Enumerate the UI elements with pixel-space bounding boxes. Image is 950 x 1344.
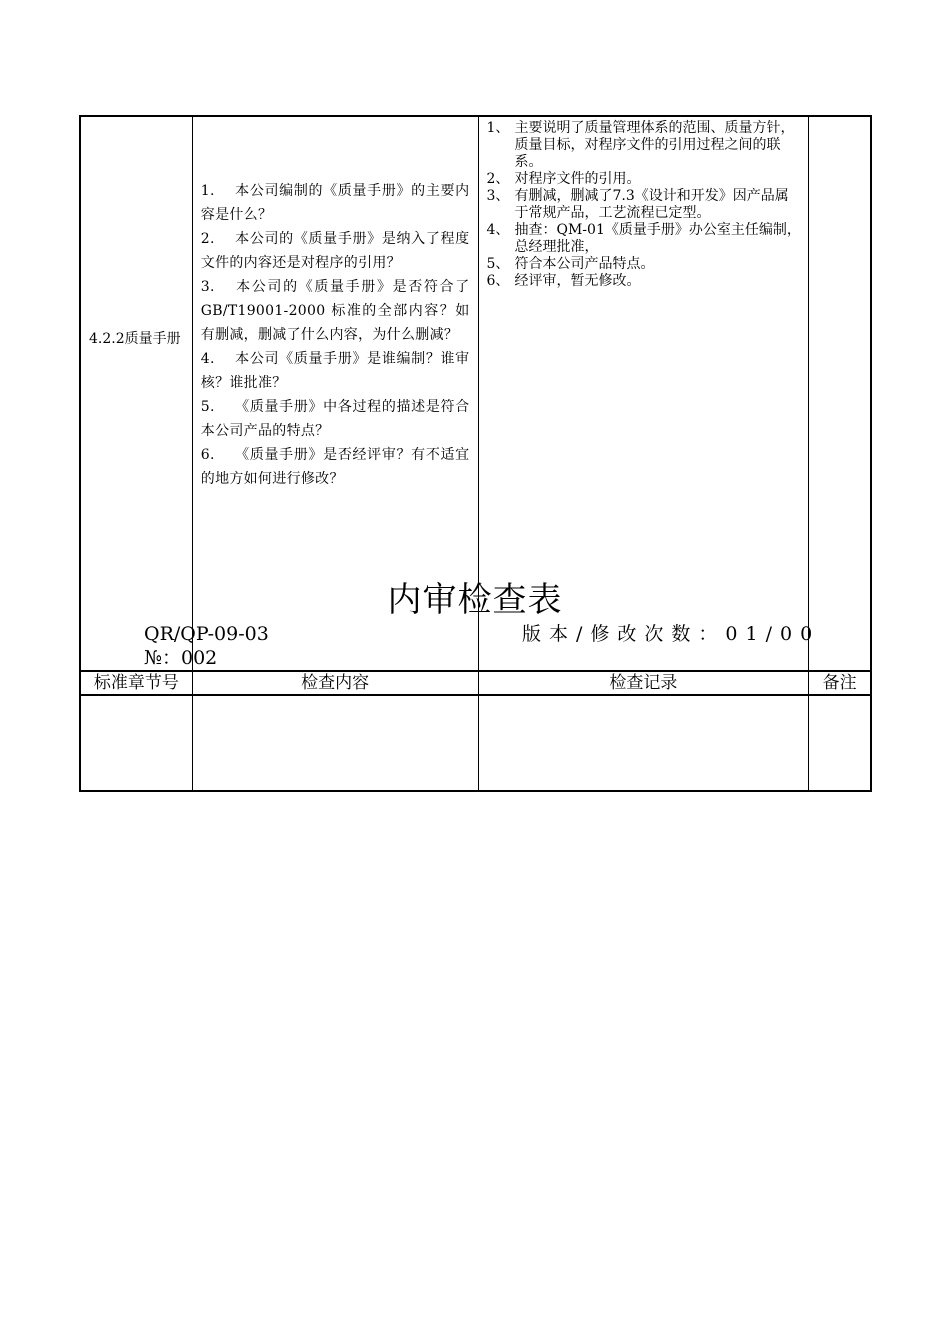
record-number: 4、 — [486, 222, 510, 238]
record-number: 2、 — [486, 171, 510, 187]
record-number: 6、 — [486, 273, 510, 289]
form-version: 版本/修改次数：01/00 — [522, 623, 821, 645]
record-number: 3、 — [486, 188, 510, 204]
record-text: 经评审，暂无修改。 — [514, 273, 641, 289]
question-number: 5. — [200, 399, 215, 415]
checklist-header-table — [79, 670, 872, 696]
form-code: QR/QP-09-03 — [144, 623, 269, 645]
header-content: 检查内容 — [192, 671, 478, 695]
question-number: 1. — [200, 183, 215, 199]
record-number: 5、 — [486, 256, 510, 272]
form-title: 内审检查表 — [387, 580, 563, 620]
question-number: 6. — [200, 447, 215, 463]
question-text: 本公司《质量手册》是谁编制？谁审核？谁批准？ — [200, 351, 470, 391]
question-item — [201, 179, 470, 227]
record-item — [487, 256, 803, 273]
record-item — [487, 171, 803, 188]
question-number: 3. — [200, 279, 215, 295]
record-item — [487, 120, 803, 171]
record-item — [487, 188, 803, 222]
question-text: 本公司编制的《质量手册》的主要内容是什么？ — [200, 183, 470, 223]
record-text: 符合本公司产品特点。 — [514, 256, 655, 272]
question-item — [201, 347, 470, 395]
record-text: 有删减，删减了7.3《设计和开发》因产品属于常规产品，工艺流程已定型。 — [514, 188, 789, 221]
question-text: 本公司的《质量手册》是否符合了 GB/T19001-2000 标准的全部内容？如有删减，删减了什么内容，为什么删减？ — [200, 279, 470, 343]
header-remark: 备注 — [809, 671, 871, 695]
question-item — [201, 275, 470, 347]
question-text: 《质量手册》中各过程的描述是符合本公司产品的特点？ — [200, 399, 470, 439]
question-item — [201, 443, 470, 491]
question-item — [201, 227, 470, 275]
question-text: 《质量手册》是否经评审？有不适宜的地方如何进行修改？ — [200, 447, 470, 487]
question-number: 4. — [200, 351, 215, 367]
header-row — [80, 671, 871, 695]
question-item — [201, 395, 470, 443]
form-number: №：002 — [144, 647, 218, 669]
record-number: 1、 — [486, 120, 510, 136]
question-number: 2. — [200, 231, 215, 247]
record-text: 抽查：QM-01《质量手册》办公室主任编制，总经理批准， — [514, 222, 801, 255]
clause-cell: 4.2.2质量手册 — [80, 116, 192, 791]
record-item — [487, 273, 803, 290]
record-item — [487, 222, 803, 256]
record-text: 对程序文件的引用。 — [514, 171, 641, 187]
record-text: 主要说明了质量管理体系的范围、质量方针，质量目标，对程序文件的引用过程之间的联系。 — [514, 120, 795, 170]
header-clause: 标准章节号 — [80, 671, 192, 695]
header-record: 检查记录 — [478, 671, 809, 695]
question-text: 本公司的《质量手册》是纳入了程度文件的内容还是对程序的引用？ — [200, 231, 470, 271]
